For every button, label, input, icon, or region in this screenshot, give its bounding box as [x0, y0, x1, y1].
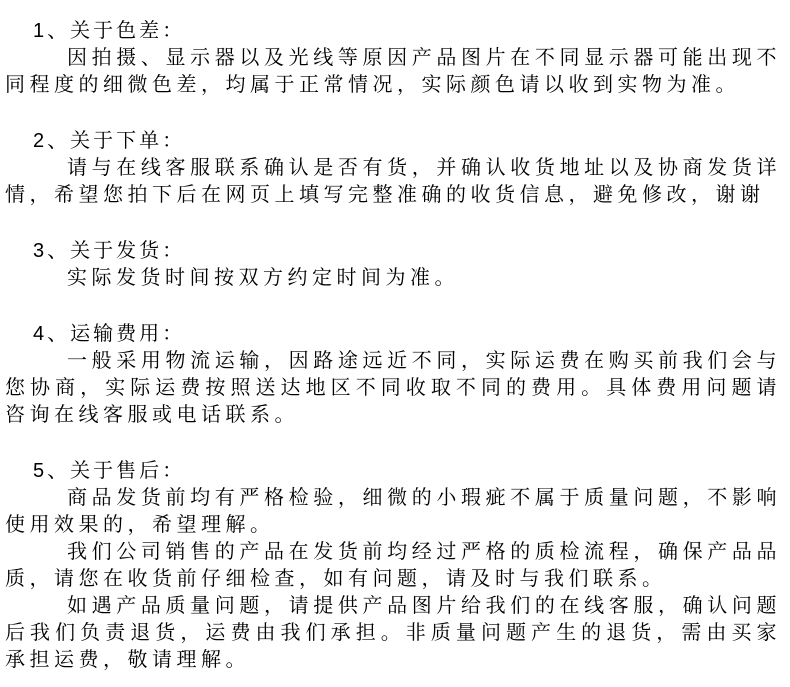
- section-transport-fees: [5, 321, 781, 429]
- section-paragraph: 我们公司销售的产品在发货前均经过严格的质检流程，确保产品品质，请您在收货前仔细检查，如有问题，请及时与我们联系。: [5, 541, 781, 590]
- section-heading: 4、运输费用：: [33, 323, 186, 345]
- section-after-sales: [5, 458, 781, 674]
- section-shipping: [5, 238, 781, 292]
- section-paragraph: 如遇产品质量问题，请提供产品图片给我们的在线客服，确认问题后我们负责退货，运费由我们承担。非质量问题产生的退货，需由买家承担运费，敬请理解。: [5, 595, 781, 671]
- section-paragraph: 实际发货时间按双方约定时间为准。: [67, 267, 459, 289]
- section-paragraph: 商品发货前均有严格检验，细微的小瑕疵不属于质量问题，不影响使用效果的，希望理解。: [5, 487, 781, 536]
- section-ordering: [5, 128, 781, 209]
- section-heading: 5、关于售后：: [33, 460, 186, 482]
- section-heading: 1、关于色差：: [33, 20, 186, 42]
- section-paragraph: 因拍摄、显示器以及光线等原因产品图片在不同显示器可能出现不同程度的细微色差，均属于正常情况，实际颜色请以收到实物为准。: [5, 47, 781, 96]
- section-heading: 2、关于下单：: [33, 130, 186, 152]
- section-color-difference: [5, 18, 781, 99]
- section-paragraph: 一般采用物流运输，因路途远近不同，实际运费在购买前我们会与您协商，实际运费按照送达地区不同收取不同的费用。具体费用问题请咨询在线客服或电话联系。: [5, 350, 781, 426]
- section-heading: 3、关于发货：: [33, 240, 186, 262]
- section-paragraph: 请与在线客服联系确认是否有货，并确认收货地址以及协商发货详情，希望您拍下后在网页上填写完整准确的收货信息，避免修改，谢谢: [5, 157, 781, 206]
